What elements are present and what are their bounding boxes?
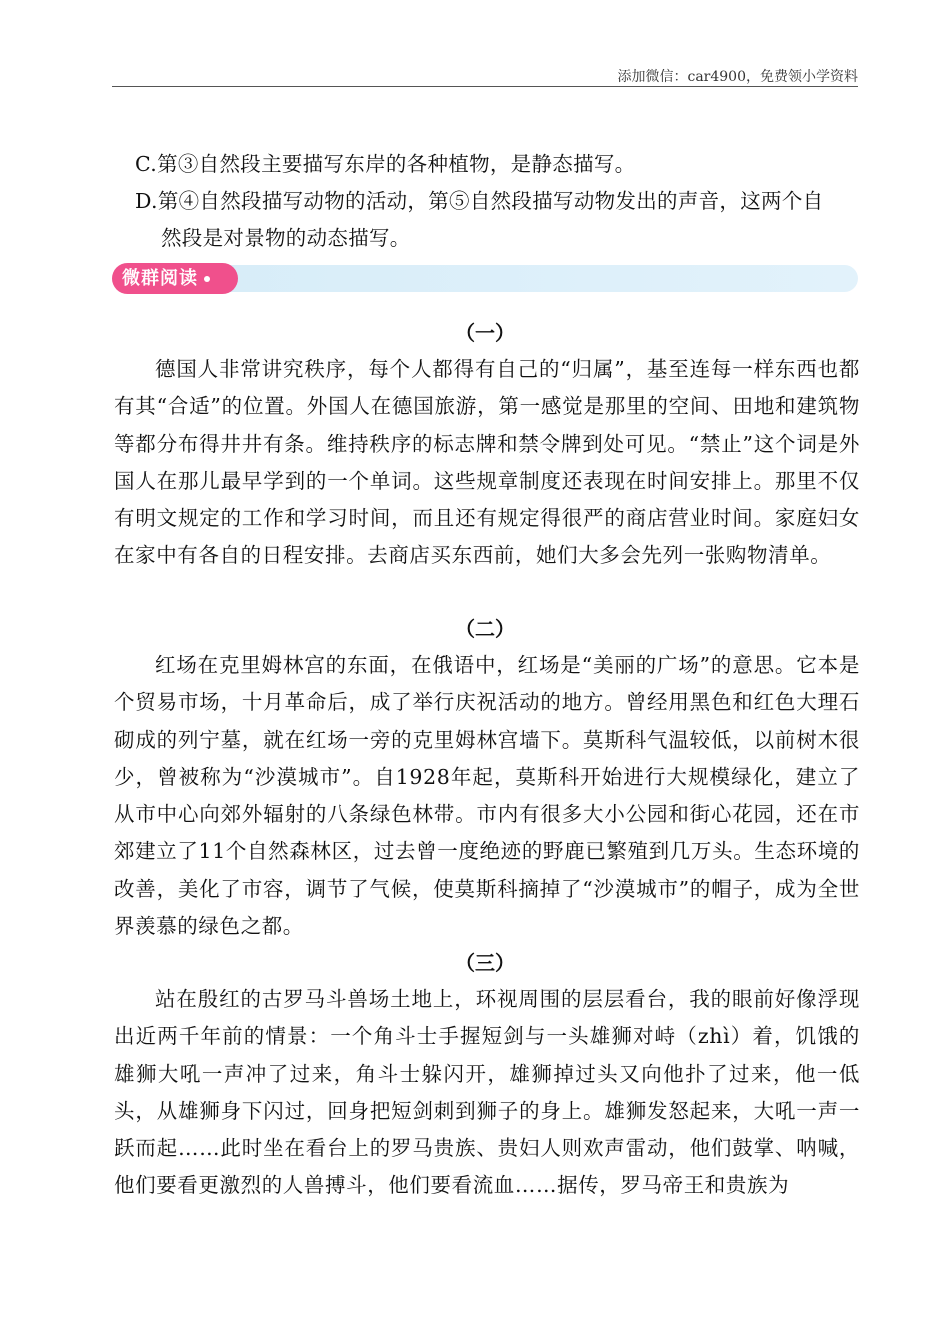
part-text-1: 德国人非常讲究秩序，每个人都得有自己的“归属”，基至连每一样东西也都有其“合适”的位置。外国人在德国旅游，第一感觉是那里的空间、田地和建筑物等都分布得井井有条。维持秩序的标志牌和禁令牌到处可见。“禁止”这个词是外国人在那儿最早学到的一个单词。这些规章制度还表现在时间安排上。那里不仅有明文规定的工作和学习时间，而且还有规定得很严的商店营业时间。家庭妇女在家中有各自的日程安排。去商店买东西前，她们大多会先列一张购物清单。 [114, 357, 860, 568]
part-title-3: （三） [455, 951, 515, 975]
option-d [135, 183, 865, 257]
section-label [112, 263, 238, 294]
part-text-3: 站在殷红的古罗马斗兽场土地上，环视周围的层层看台，我的眼前好像浮现出近两千年前的情景：一个角斗士手握短剑与一头雄狮对峙（zhì）着，饥饿的雄狮大吼一声冲了过来，角斗士躲闪开，雄狮掉过头又向他扑了过来，他一低头，从雄狮身下闪过，回身把短剑刺到狮子的身上。雄狮发怒起来，大吼一声一跃而起……此时坐在看台上的罗马贵族、贵妇人则欢声雷动，他们鼓掌、呐喊，他们要看更激烈的人兽搏斗，他们要看流血……据传，罗马帝王和贵族为 [114, 987, 860, 1198]
header-rule [112, 86, 858, 87]
option-d-line2: 然段是对景物的动态描写。 [161, 226, 411, 250]
part-title-2: （二） [455, 617, 515, 641]
option-d-line1: D.第④自然段描写动物的活动，第⑤自然段描写动物发出的声音，这两个自 [135, 189, 824, 213]
option-c: C.第③自然段主要描写东岸的各种植物，是静态描写。 [135, 152, 636, 176]
dot-icon [204, 276, 210, 282]
header-note: 添加微信：car4900，免费领小学资料 [617, 69, 858, 85]
section-label-text: 微群阅读 [122, 268, 198, 289]
part-title-1: （一） [455, 321, 515, 345]
part-text-2: 红场在克里姆林宫的东面，在俄语中，红场是“美丽的广场”的意思。它本是个贸易市场，十月革命后，成了举行庆祝活动的地方。曾经用黑色和红色大理石砌成的列宁墓，就在红场一旁的克里姆林宫墙下。莫斯科气温较低，以前树木很少，曾被称为“沙漠城市”。自1928年起，莫斯科开始进行大规模绿化，建立了从市中心向郊外辐射的八条绿色林带。市内有很多大小公园和街心花园，还在市郊建立了11个自然森林区，过去曾一度绝迹的野鹿已繁殖到几万头。生态环境的改善，美化了市容，调节了气候，使莫斯科摘掉了“沙漠城市”的帽子，成为全世界羡慕的绿色之都。 [114, 653, 860, 939]
